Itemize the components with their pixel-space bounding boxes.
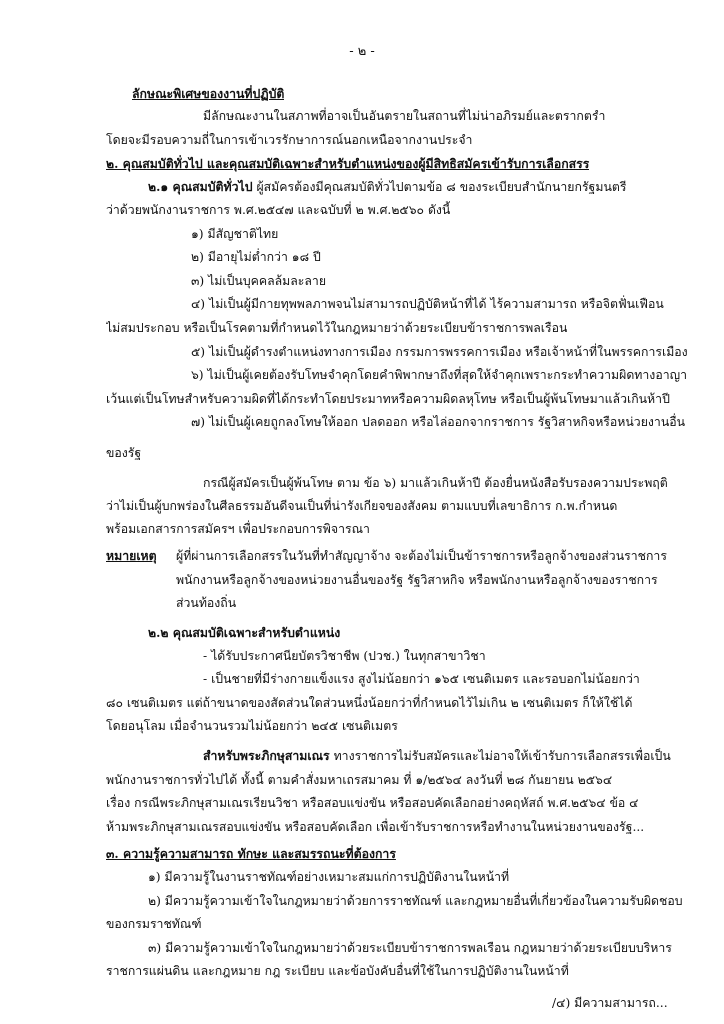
section-2-1-line xyxy=(148,178,626,196)
list-item-continued: ของรัฐ xyxy=(106,446,142,460)
monk-text: ทางราชการไม่รับสมัครและไม่อาจให้เข้ารับการเลือกสรรเพื่อเป็น xyxy=(333,749,671,763)
list-item: ๑) มีสัญชาติไทย xyxy=(191,227,279,241)
list-item: ๓) ไม่เป็นบุคคลล้มละลาย xyxy=(191,274,327,288)
pardon-paragraph-line: ว่าไม่เป็นผู้บกพร่องในศีลธรรมอันดีจนเป็นที่น่ารังเกียจของสังคม ตามแบบที่เลขาธิการ ก.พ.กำหนด xyxy=(106,499,618,513)
section-3-item-continued: ราชการแผ่นดิน และกฎหมาย กฎ ระเบียบ และข้อบังคับอื่นที่ใช้ในการปฏิบัติงานในหน้าที่ xyxy=(106,964,569,978)
list-item: ๕) ไม่เป็นผู้ดำรงตำแหน่งทางการเมือง กรรมการพรรคการเมือง หรือเจ้าหน้าที่ในพรรคการเมือง xyxy=(191,345,688,359)
section-2-1-text: ผู้สมัครต้องมีคุณสมบัติทั่วไปตามข้อ ๘ ของระเบียบสำนักนายกรัฐมนตรี xyxy=(256,180,627,194)
job-nature-line: โดยจะมีรอบความถี่ในการเข้าเวรรักษาการณ์นอกเหนือจากงานประจำ xyxy=(106,133,473,147)
job-nature-line: มีลักษณะงานในสภาพที่อาจเป็นอันตรายในสถานที่ไม่น่าอภิรมย์และตรากตรำ xyxy=(203,109,606,123)
section-2-heading: ๒. คุณสมบัติทั่วไป และคุณสมบัติเฉพาะสำหรับตำแหน่งของผู้มีสิทธิสมัครเข้ารับการเลือกสรร xyxy=(106,156,590,171)
section-3-item: ๓) มีความรู้ความเข้าใจในกฎหมายว่าด้วยระเบียบข้าราชการพลเรือน กฎหมายว่าด้วยระเบียบบริหาร xyxy=(148,941,672,955)
job-nature-heading: ลักษณะพิเศษของงานที่ปฏิบัติ xyxy=(132,86,285,101)
section-2-2-item-continued: โดยอนุโลม เมื่อจำนวนรวมไม่น้อยกว่า ๒๔๕ เซนติเมตร xyxy=(106,719,398,733)
monk-title: สำหรับพระภิกษุสามเณร xyxy=(203,748,330,763)
list-item: ๔) ไม่เป็นผู้มีกายทุพพลภาพจนไม่สามารถปฏิบัติหน้าที่ได้ ไร้ความสามารถ หรือจิตฟั่นเฟือน xyxy=(191,297,664,311)
remark-line: ผู้ที่ผ่านการเลือกสรรในวันที่ทำสัญญาจ้าง จะต้องไม่เป็นข้าราชการหรือลูกจ้างของส่วนราชการ xyxy=(176,549,667,563)
pardon-paragraph-line: พร้อมเอกสารการสมัครฯ เพื่อประกอบการพิจารณา xyxy=(106,522,370,536)
monk-paragraph-line xyxy=(203,747,671,765)
list-item: ๖) ไม่เป็นผู้เคยต้องรับโทษจำคุกโดยคำพิพากษาถึงที่สุดให้จำคุกเพราะกระทำความผิดทางอาญา xyxy=(191,368,687,382)
monk-paragraph-line: เรื่อง กรณีพระภิกษุสามเณรเรียนวิชา หรือสอบแข่งขัน หรือสอบคัดเลือกอย่างคฤหัสถ์ พ.ศ.๒๕๖๔ ข้อ ๔ xyxy=(106,796,639,810)
list-item: ๗) ไม่เป็นผู้เคยถูกลงโทษให้ออก ปลดออก หรือไล่ออกจากราชการ รัฐวิสาหกิจหรือหน่วยงานอื่น xyxy=(191,415,686,429)
section-3-item: ๒) มีความรู้ความเข้าใจในกฎหมายว่าด้วยการราชทัณฑ์ และกฎหมายอื่นที่เกี่ยวข้องในความรับผิดชอบ xyxy=(148,894,683,908)
monk-paragraph-line: ห้ามพระภิกษุสามเณรสอบแข่งขัน หรือสอบคัดเลือก เพื่อเข้ารับราชการหรือทำงานในหน่วยงานของรัฐ... xyxy=(106,820,645,834)
section-2-2-item-continued: ๘๐ เซนติเมตร แต่ถ้าขนาดของสัดส่วนใดส่วนหนึ่งน้อยกว่าที่กำหนดไว้ไม่เกิน ๒ เซนติเมตร ก็ให้ใช้ได้ xyxy=(106,696,633,710)
page-number: - ๒ - xyxy=(349,44,375,59)
section-2-1-title: ๒.๑ คุณสมบัติทั่วไป xyxy=(148,179,253,194)
section-3-item: ๑) มีความรู้ในงานราชทัณฑ์อย่างเหมาะสมแก่การปฏิบัติงานในหน้าที่ xyxy=(148,870,510,884)
remark-line: ส่วนท้องถิ่น xyxy=(176,596,237,610)
section-2-2-item: - ได้รับประกาศนียบัตรวิชาชีพ (ปวช.) ในทุกสาขาวิชา xyxy=(203,649,486,663)
section-2-2-title: ๒.๒ คุณสมบัติเฉพาะสำหรับตำแหน่ง xyxy=(148,625,341,640)
list-item-continued: เว้นแต่เป็นโทษสำหรับความผิดที่ได้กระทำโดยประมาทหรือความผิดลหุโทษ หรือเป็นผู้พ้นโทษมาแล้วเกินห้าปี xyxy=(106,392,670,406)
list-item: ๒) มีอายุไม่ต่ำกว่า ๑๘ ปี xyxy=(191,250,321,264)
section-2-2-item: - เป็นชายที่มีร่างกายแข็งแรง สูงไม่น้อยกว่า ๑๖๕ เซนติเมตร และรอบอกไม่น้อยกว่า xyxy=(203,672,640,686)
remark-line: พนักงานหรือลูกจ้างของหน่วยงานอื่นของรัฐ รัฐวิสาหกิจ หรือพนักงานหรือลูกจ้างของราชการ xyxy=(176,573,658,587)
continued-marker: /๔) มีความสามารถ... xyxy=(552,996,668,1010)
monk-paragraph-line: พนักงานราชการทั่วไปได้ ทั้งนี้ ตามคำสั่งมหาเถรสมาคม ที่ ๑/๒๕๖๔ ลงวันที่ ๒๘ กันยายน ๒๕๖๔ xyxy=(106,773,613,787)
section-2-1-line: ว่าด้วยพนักงานราชการ พ.ศ.๒๕๔๗ และฉบับที่ ๒ พ.ศ.๒๕๖๐ ดังนี้ xyxy=(106,203,451,217)
list-item-continued: ไม่สมประกอบ หรือเป็นโรคตามที่กำหนดไว้ในกฎหมายว่าด้วยระเบียบข้าราชการพลเรือน xyxy=(106,321,568,335)
remark-label: หมายเหตุ xyxy=(106,548,157,563)
pardon-paragraph-line: กรณีผู้สมัครเป็นผู้พ้นโทษ ตาม ข้อ ๖) มาแล้วเกินห้าปี ต้องยื่นหนังสือรับรองความประพฤติ xyxy=(203,476,668,490)
section-3-item-continued: ของกรมราชทัณฑ์ xyxy=(106,917,202,931)
section-3-heading: ๓. ความรู้ความสามารถ ทักษะ และสมรรถนะที่ต้องการ xyxy=(106,846,396,861)
